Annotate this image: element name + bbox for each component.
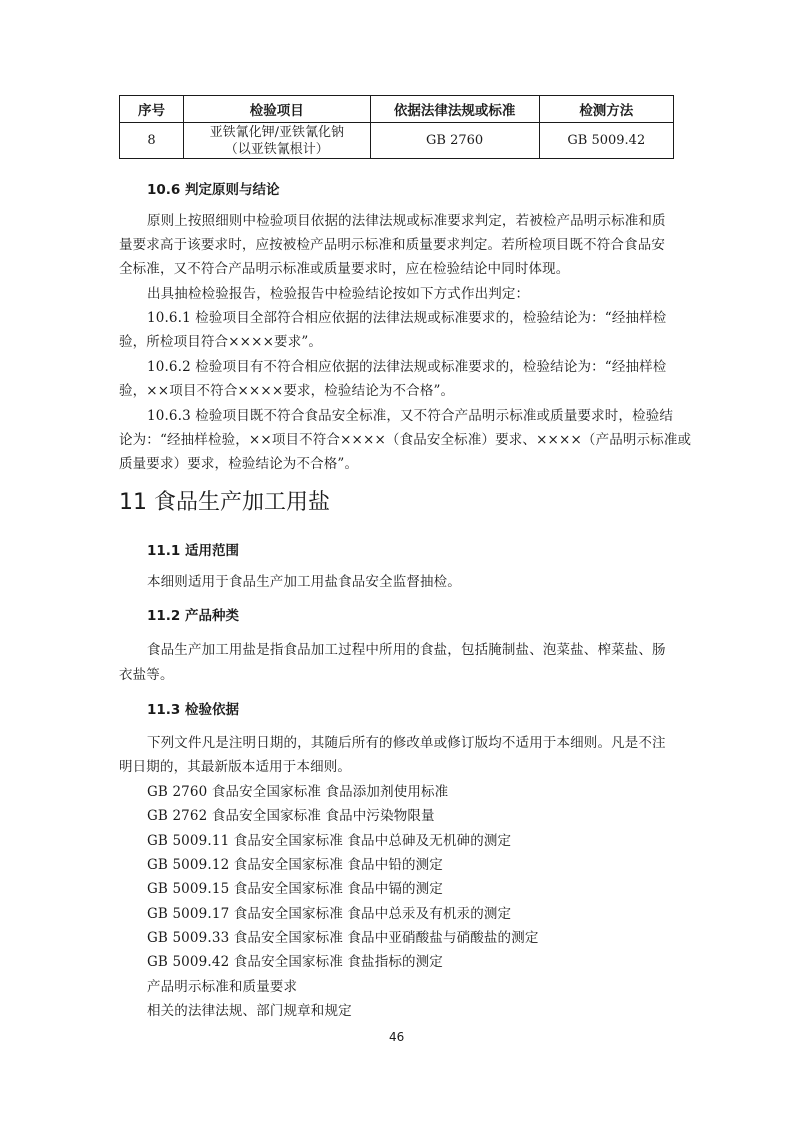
- standard-ref-item: 产品明示标准和质量要求: [147, 979, 298, 995]
- paragraph-line: 明日期的，其最新版本适用于本细则。: [119, 759, 352, 775]
- header-serial: 序号: [120, 96, 184, 123]
- section-11-2-heading: 11.2 产品种类: [147, 608, 240, 624]
- standard-ref-item: GB 5009.42 食品安全国家标准 食盐指标的测定: [147, 954, 443, 970]
- paragraph-line: 10.6.2 检验项目有不符合相应依据的法律法规或标准要求的，检验结论为：“经抽样检: [147, 359, 667, 375]
- standard-ref-item: GB 5009.15 食品安全国家标准 食品中镉的测定: [147, 881, 443, 897]
- cell-item: [184, 123, 371, 159]
- paragraph-line: 下列文件凡是注明日期的，其随后所有的修改单或修订版均不适用于本细则。凡是不注: [147, 735, 666, 751]
- page-number: 46: [389, 1030, 405, 1044]
- cell-method: GB 5009.42: [539, 123, 673, 159]
- paragraph-line: 全标准，又不符合产品明示标准或质量要求时，应在检验结论中同时体现。: [119, 261, 570, 277]
- cell-item-line1: 亚铁氰化钾/亚铁氰化钠: [209, 124, 344, 140]
- paragraph-line: 原则上按照细则中检验项目依据的法律法规或标准要求判定，若被检产品明示标准和质: [147, 213, 666, 229]
- standard-ref-item: 相关的法律法规、部门规章和规定: [147, 1003, 352, 1019]
- paragraph-line: 食品生产加工用盐是指食品加工过程中所用的食盐，包括腌制盐、泡菜盐、榨菜盐、肠: [147, 642, 666, 658]
- header-item: 检验项目: [184, 96, 371, 123]
- standard-ref-item: GB 2760 食品安全国家标准 食品添加剂使用标准: [147, 784, 449, 800]
- standard-ref-item: GB 5009.12 食品安全国家标准 食品中铅的测定: [147, 857, 443, 873]
- paragraph-line: 出具抽检检验报告，检验报告中检验结论按如下方式作出判定：: [147, 286, 530, 302]
- standard-ref-item: GB 5009.17 食品安全国家标准 食品中总汞及有机汞的测定: [147, 906, 512, 922]
- section-11-1-heading: 11.1 适用范围: [147, 543, 240, 559]
- section-11-heading: 11 食品生产加工用盐: [119, 490, 330, 515]
- cell-basis: GB 2760: [370, 123, 539, 159]
- paragraph-line: 论为：“经抽样检验，××项目不符合××××（食品安全标准）要求、××××（产品明示标准或: [119, 432, 692, 448]
- section-10-6-heading: 10.6 判定原则与结论: [147, 182, 280, 198]
- standard-ref-item: GB 5009.33 食品安全国家标准 食品中亚硝酸盐与硝酸盐的测定: [147, 930, 539, 946]
- paragraph-line: 验，所检项目符合××××要求”。: [119, 334, 323, 350]
- header-basis: 依据法律法规或标准: [370, 96, 539, 123]
- inspection-item-table: [119, 95, 674, 159]
- standard-ref-item: GB 5009.11 食品安全国家标准 食品中总砷及无机砷的测定: [147, 833, 512, 849]
- paragraph-line: 验，××项目不符合××××要求，检验结论为不合格”。: [119, 383, 455, 399]
- table-row: [120, 123, 674, 159]
- header-method: 检测方法: [539, 96, 673, 123]
- standard-ref-item: GB 2762 食品安全国家标准 食品中污染物限量: [147, 808, 435, 824]
- paragraph-line: 10.6.3 检验项目既不符合食品安全标准，又不符合产品明示标准或质量要求时，检验结: [147, 408, 674, 424]
- paragraph-line: 质量要求）要求，检验结论为不合格”。: [119, 456, 359, 472]
- paragraph-line: 量要求高于该要求时，应按被检产品明示标准和质量要求判定。若所检项目既不符合食品安: [119, 237, 665, 253]
- cell-item-line2: （以亚铁氰根计）: [224, 141, 329, 157]
- paragraph-line: 10.6.1 检验项目全部符合相应依据的法律法规或标准要求的，检验结论为：“经抽样检: [147, 310, 667, 326]
- paragraph-line: 衣盐等。: [119, 667, 174, 683]
- cell-serial: 8: [120, 123, 184, 159]
- table-header-row: [120, 96, 674, 123]
- paragraph-line: 本细则适用于食品生产加工用盐食品安全监督抽检。: [147, 574, 461, 590]
- section-11-3-heading: 11.3 检验依据: [147, 702, 240, 718]
